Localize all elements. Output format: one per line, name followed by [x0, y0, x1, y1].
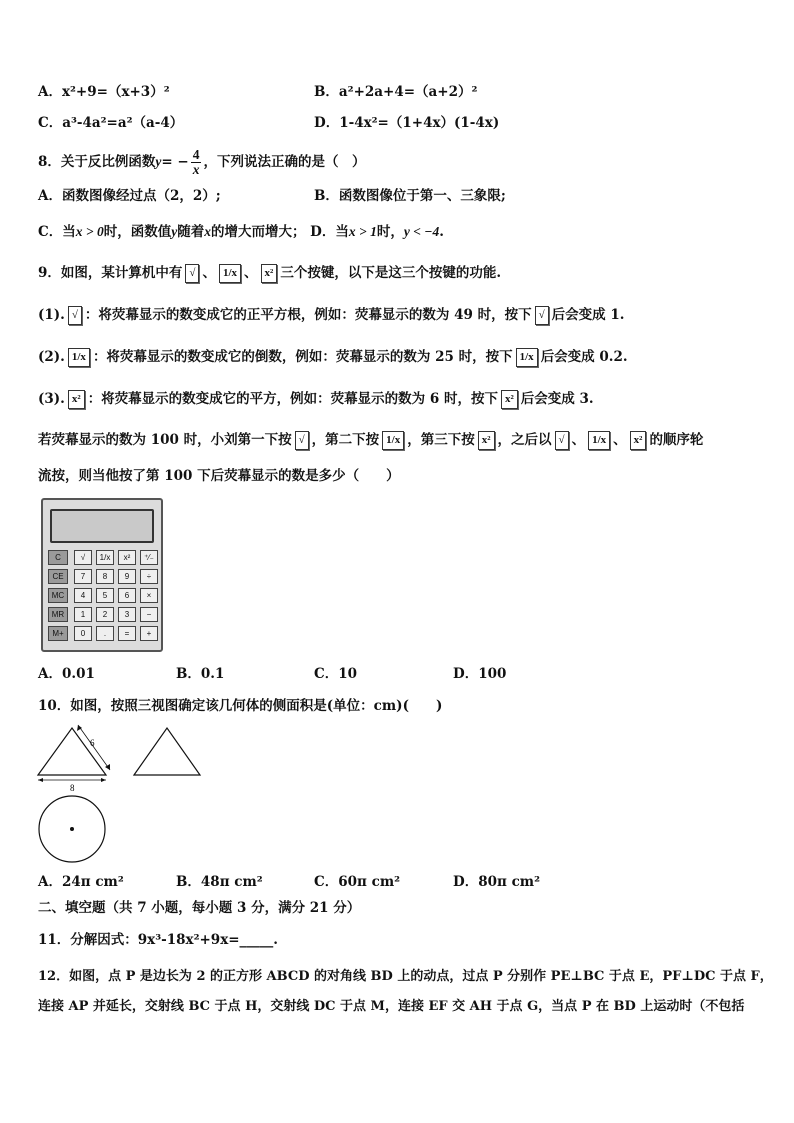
q8-frac-num: 4 — [192, 147, 200, 162]
q9-option-c: C．10 — [314, 666, 358, 682]
square-key-icon: x² — [478, 431, 495, 450]
q9-sep-2: 、 — [244, 265, 258, 281]
q9-p5: 、 — [571, 432, 586, 448]
q8-func-y: y — [155, 154, 162, 169]
sqrt-key-icon: √ — [68, 306, 82, 325]
sqrt-key-icon: √ — [555, 431, 569, 450]
q8-stem — [38, 148, 365, 177]
section-2-heading: 二、填空题（共 7 小题，每小题 3 分，满分 21 分） — [38, 900, 361, 916]
calculator-key: 0 — [74, 626, 92, 641]
q8-d-mid: 时， — [376, 224, 404, 240]
calculator-key: ÷ — [140, 569, 158, 584]
calculator-key: 1/x — [96, 550, 114, 565]
q8-c-y: y — [171, 224, 178, 239]
q9-rule-3 — [38, 389, 594, 409]
q9-rule-1-text: ：将荧幕显示的数变成它的正平方根，例如：荧幕显示的数为 49 时，按下 — [84, 307, 532, 323]
calculator-key: . — [96, 626, 114, 641]
q9-p6: 、 — [613, 432, 627, 448]
reciprocal-key-icon: 1/x — [219, 264, 241, 283]
reciprocal-key-icon: 1/x — [382, 431, 404, 450]
square-key-icon: x² — [68, 390, 85, 409]
reciprocal-key-icon: 1/x — [588, 431, 610, 450]
q8-c-mid2: 随着 — [177, 224, 205, 240]
q9-rule-2 — [38, 347, 628, 367]
calculator-screen — [50, 509, 154, 543]
q10-option-d: D．80π cm² — [453, 874, 540, 890]
q8-option-b: B．函数图像位于第一、三象限; — [314, 188, 506, 204]
q8-fraction — [191, 148, 202, 177]
square-key-icon: x² — [261, 264, 278, 283]
q8-c-mid: 时，函数值 — [103, 224, 172, 240]
calculator-key: MC — [48, 588, 68, 603]
q9-rule-2-label: (2). — [38, 349, 65, 365]
q12-line-2: 连接 AP 并延长，交射线 BC 于点 H，交射线 DC 于点 M，连接 EF 交 AH 于点 G，当点 P 在 BD 上运动时（不包括 — [38, 999, 745, 1014]
label-base-8: 8 — [70, 783, 75, 793]
q9-rule-2-text: ：将荧幕显示的数变成它的倒数，例如：荧幕显示的数为 25 时，按下 — [92, 349, 513, 365]
q9-problem-line-1 — [38, 430, 703, 450]
q7-option-d: D．1-4x²=（1+4x）(1-4x) — [314, 115, 500, 131]
three-view-figure — [30, 722, 220, 867]
q9-rule-1-label: (1). — [38, 307, 65, 323]
top-view-center — [70, 827, 74, 831]
q8-options-cd — [38, 222, 444, 242]
calculator-key: × — [140, 588, 158, 603]
q9-rule-1-end: 后会变成 1. — [551, 307, 625, 323]
q8-stem-post: ，下列说法正确的是（ ） — [203, 154, 366, 170]
calculator-key: 7 — [74, 569, 92, 584]
q9-option-a: A．0.01 — [38, 666, 95, 682]
q8-stem-pre: 8．关于反比例函数 — [38, 154, 156, 170]
calculator-key: 4 — [74, 588, 92, 603]
label-slant-6: 6 — [90, 738, 95, 748]
q9-p2: ，第二下按 — [311, 432, 380, 448]
calculator-key: = — [118, 626, 136, 641]
q8-d-res: y < −4 — [403, 224, 440, 239]
q8-c-pre: C．当 — [38, 224, 76, 240]
q10-stem: 10．如图，按照三视图确定该几何体的侧面积是(单位：cm)( ) — [38, 698, 443, 714]
q9-option-d: D．100 — [453, 666, 507, 682]
q8-option-a: A．函数图像经过点（2，2）; — [38, 188, 221, 204]
square-key-icon: x² — [630, 431, 647, 450]
q8-func-eq: = − — [161, 154, 189, 170]
q10-option-c: C．60π cm² — [314, 874, 401, 890]
q10-option-a: A．24π cm² — [38, 874, 124, 890]
q9-rule-3-end: 后会变成 3. — [520, 391, 594, 407]
q10-option-b: B．48π cm² — [176, 874, 263, 890]
q9-rule-2-end: 后会变成 0.2. — [540, 349, 628, 365]
q8-d-cond: x > 1 — [348, 224, 377, 239]
q8-c-x: x — [204, 224, 211, 239]
calculator-key: 2 — [96, 607, 114, 622]
q9-option-b: B．0.1 — [176, 666, 225, 682]
calculator-key: − — [140, 607, 158, 622]
q7-option-b: B．a²+2a+4=（a+2）² — [314, 84, 478, 100]
q9-intro-post: 三个按键，以下是这三个按键的功能. — [280, 265, 502, 281]
q7-option-c: C．a³-4a²=a²（a-4） — [38, 115, 184, 131]
sqrt-key-icon: √ — [185, 264, 199, 283]
q9-p7: 的顺序轮 — [649, 432, 704, 448]
calculator-key: x² — [118, 550, 136, 565]
q9-intro-pre: 9．如图，某计算机中有 — [38, 265, 183, 281]
calculator-key: C — [48, 550, 68, 565]
square-key-icon: x² — [501, 390, 518, 409]
reciprocal-key-icon: 1/x — [516, 348, 538, 367]
side-view — [134, 728, 200, 775]
calculator-key: 6 — [118, 588, 136, 603]
calculator-key: M+ — [48, 626, 68, 641]
calculator-key: ⁺⁄₋ — [140, 550, 158, 565]
q9-intro — [38, 263, 501, 283]
calculator-figure — [41, 498, 163, 652]
q9-p1: 若荧幕显示的数为 100 时，小刘第一下按 — [38, 432, 292, 448]
q9-sep-1: 、 — [202, 265, 216, 281]
calculator-key: 1 — [74, 607, 92, 622]
calculator-key: √ — [74, 550, 92, 565]
calculator-key: 3 — [118, 607, 136, 622]
q8-d-pre: D．当 — [310, 224, 349, 240]
calculator-key: 9 — [118, 569, 136, 584]
reciprocal-key-icon: 1/x — [68, 348, 90, 367]
q9-rule-3-text: ：将荧幕显示的数变成它的平方，例如：荧幕显示的数为 6 时，按下 — [87, 391, 498, 407]
calculator-key: MR — [48, 607, 68, 622]
q9-p4: ，之后以 — [497, 432, 552, 448]
calculator-key: 8 — [96, 569, 114, 584]
q8-d-end: . — [439, 224, 444, 240]
q11-stem: 11．分解因式：9x³-18x²+9x=_____. — [38, 932, 279, 948]
q8-c-cond: x > 0 — [75, 224, 104, 239]
q9-rule-1 — [38, 305, 624, 325]
q9-rule-3-label: (3). — [38, 391, 65, 407]
calculator-key: + — [140, 626, 158, 641]
q9-problem-line-2: 流按，则当他按了第 100 下后荧幕显示的数是多少（ ） — [38, 468, 400, 484]
q12-line-1: 12．如图，点 P 是边长为 2 的正方形 ABCD 的对角线 BD 上的动点，过点 P 分别作 PE⊥BC 于点 E，PF⊥DC 于点 F， — [38, 969, 773, 984]
calculator-key: 5 — [96, 588, 114, 603]
q8-frac-den: x — [192, 162, 200, 177]
front-view — [38, 725, 110, 782]
sqrt-key-icon: √ — [535, 306, 549, 325]
sqrt-key-icon: √ — [295, 431, 309, 450]
calculator-key: CE — [48, 569, 68, 584]
q9-p3: ，第三下按 — [407, 432, 475, 448]
q8-c-post: 的增大而增大； — [210, 224, 306, 240]
q7-option-a: A．x²+9=（x+3）² — [38, 84, 170, 100]
